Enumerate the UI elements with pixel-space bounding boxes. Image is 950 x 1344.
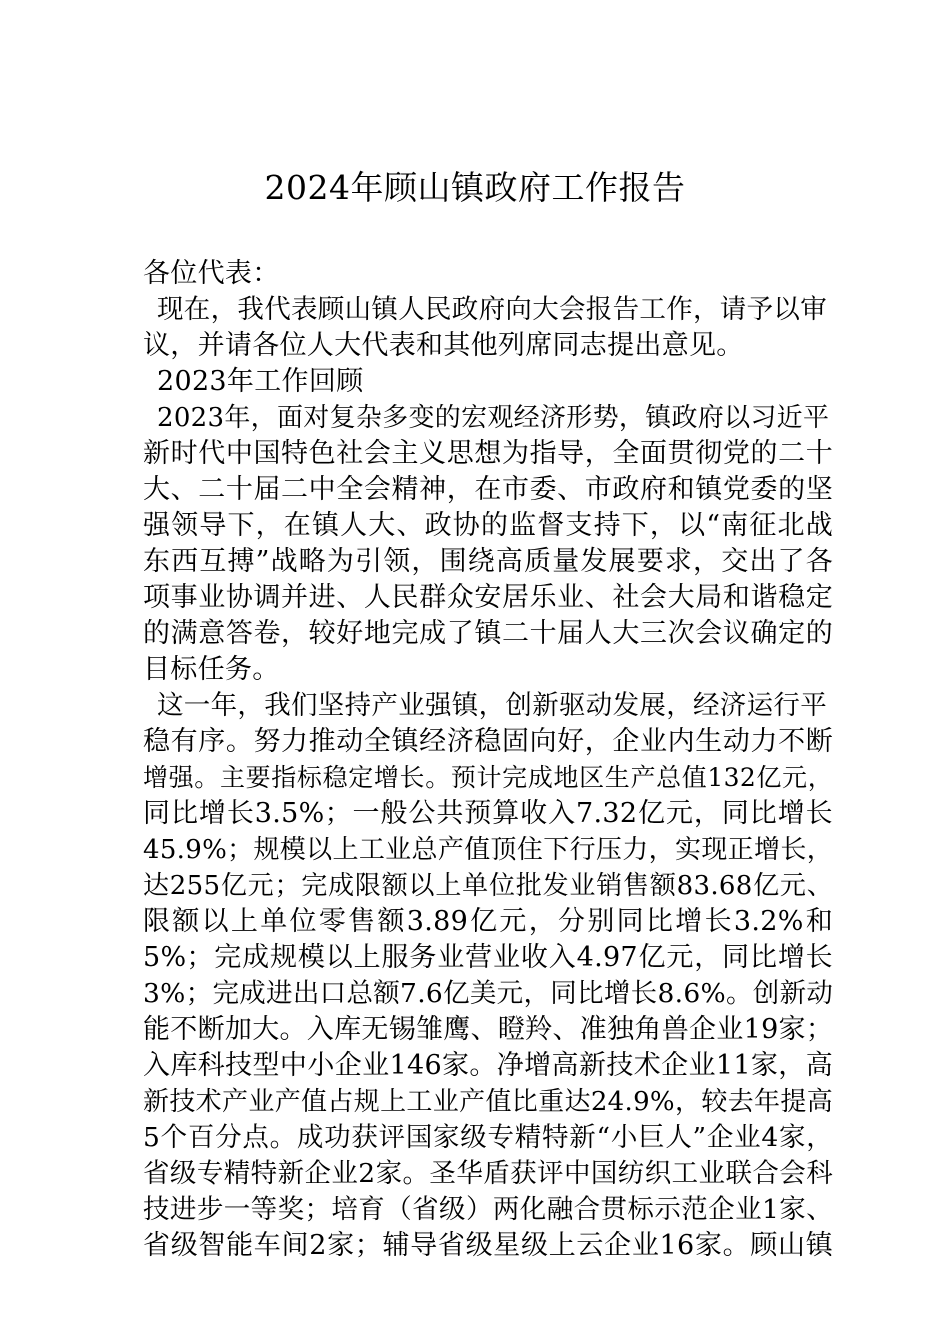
body-text-line: 东西互搏”战略为引领，围绕高质量发展要求，交出了各	[143, 546, 833, 577]
body-text-line: 这一年，我们坚持产业强镇，创新驱动发展，经济运行平	[157, 690, 827, 721]
body-text-line: 增强。主要指标稳定增长。预计完成地区生产总值132亿元，	[143, 763, 833, 792]
body-text-line: 技进步一等奖；培育（省级）两化融合贯标示范企业1家、	[143, 1194, 833, 1225]
body-text-line: 新时代中国特色社会主义思想为指导，全面贯彻党的二十	[143, 438, 833, 469]
body-text-line: 2023年工作回顾	[157, 366, 364, 397]
body-text-line: 省级智能车间2家；辅导省级星级上云企业16家。顾山镇	[143, 1230, 833, 1261]
body-text-line: 新技术产业产值占规上工业产值比重达24.9%，较去年提高	[143, 1087, 833, 1117]
document-title: 2024年顾山镇政府工作报告	[264, 168, 686, 207]
body-text-line: 同比增长3.5%；一般公共预算收入7.32亿元，同比增长	[143, 798, 833, 829]
body-text-line: 各位代表：	[143, 258, 280, 289]
body-text-line: 项事业协调并进、人民群众安居乐业、社会大局和谐稳定	[143, 582, 833, 613]
body-text-line: 省级专精特新企业2家。圣华盾获评中国纺织工业联合会科	[143, 1158, 833, 1189]
body-text-line: 限额以上单位零售额3.89亿元，分别同比增长3.2%和	[143, 906, 833, 937]
body-text-line: 3%；完成进出口总额7.6亿美元，同比增长8.6%。创新动	[143, 978, 834, 1009]
body-text-line: 稳有序。努力推动全镇经济稳固向好，企业内生动力不断	[143, 726, 833, 757]
body-text-line: 议，并请各位人大代表和其他列席同志提出意见。	[143, 330, 744, 361]
body-text-line: 入库科技型中小企业146家。净增高新技术企业11家，高	[143, 1050, 833, 1081]
document-body	[143, 256, 833, 1264]
body-text-line: 5个百分点。成功获评国家级专精特新“小巨人”企业4家，	[143, 1122, 833, 1153]
body-text-line: 5%；完成规模以上服务业营业收入4.97亿元，同比增长	[143, 942, 833, 973]
body-text-line: 2023年，面对复杂多变的宏观经济形势，镇政府以习近平	[157, 403, 830, 433]
body-text-line: 的满意答卷，较好地完成了镇二十届人大三次会议确定的	[143, 618, 833, 649]
body-text-line: 目标任务。	[143, 654, 280, 685]
body-text-line: 达255亿元；完成限额以上单位批发业销售额83.68亿元、	[143, 871, 833, 901]
body-text-line: 45.9%；规模以上工业总产值顶住下行压力，实现正增长，	[143, 835, 833, 865]
body-text-line: 强领导下，在镇人大、政协的监督支持下，以“南征北战	[143, 510, 833, 541]
body-text-line: 大、二十届二中全会精神，在市委、市政府和镇党委的坚	[143, 474, 833, 505]
body-text-line: 能不断加大。入库无锡雏鹰、瞪羚、准独角兽企业19家；	[143, 1014, 834, 1045]
body-text-line: 现在，我代表顾山镇人民政府向大会报告工作，请予以审	[157, 294, 827, 325]
